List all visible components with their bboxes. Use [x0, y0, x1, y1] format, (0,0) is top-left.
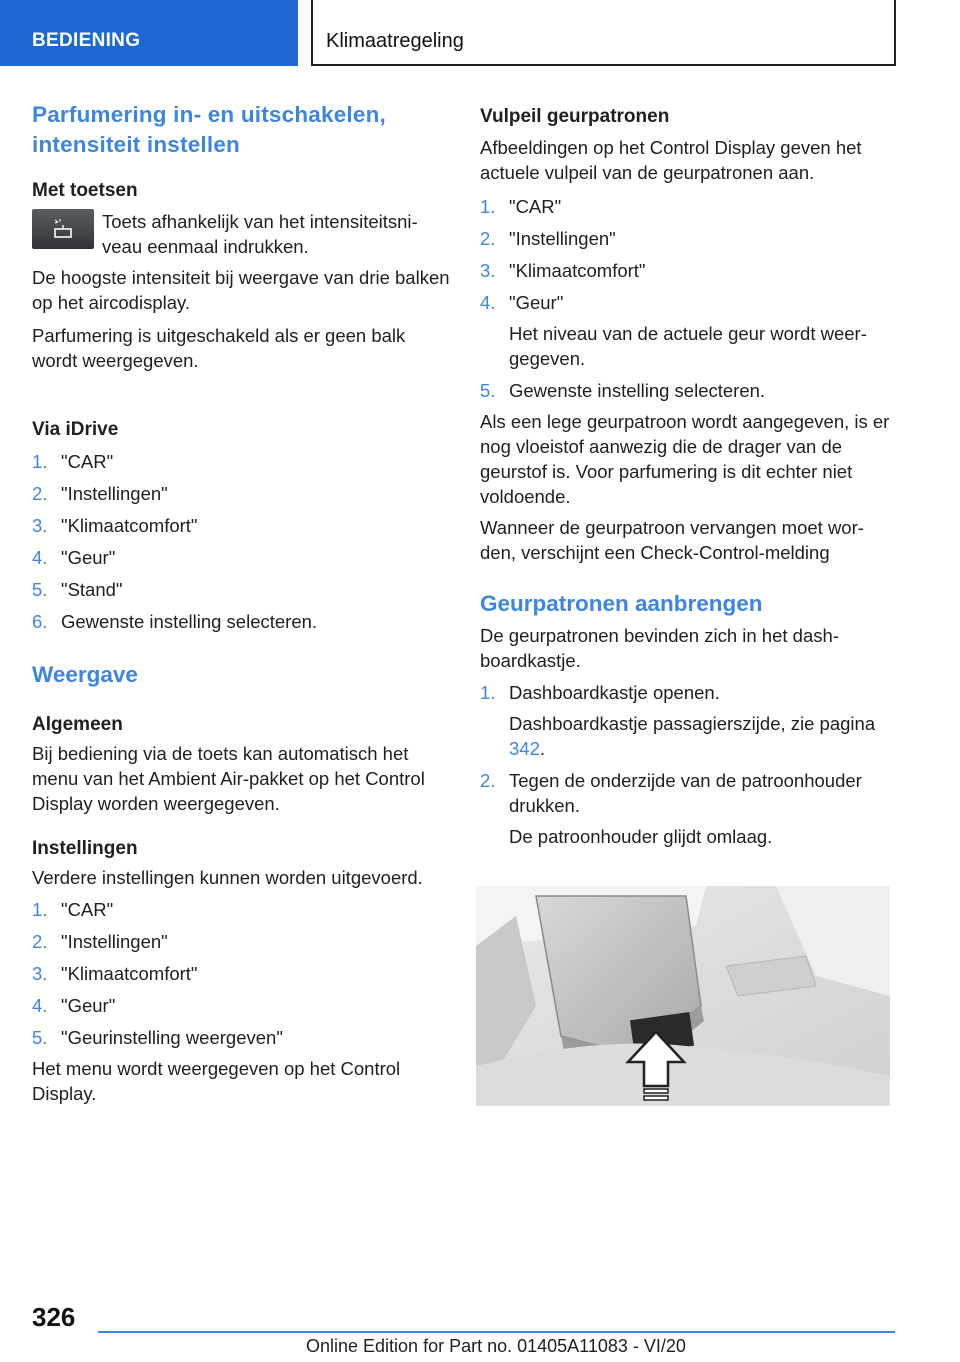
list-item: 1. "CAR" [32, 899, 114, 920]
aanbrengen-steps-list [480, 680, 890, 849]
paragraph-lege-geurpatroon: Als een lege geurpatroon wordt aangegeven, is er nog vloeistof aanwezig die de drager van de geurstof is. Voor parfumering is dit echter niet voldoende. [480, 411, 890, 507]
list-item: 2. "Instellingen" [480, 228, 616, 249]
heading-parfumering: Parfumering in- en uitschakelen, intensiteit instellen [32, 102, 386, 157]
paragraph-menu-weergegeven: Het menu wordt weergegeven op het Control Display. [32, 1058, 401, 1104]
vulpeil-steps-list [480, 194, 890, 403]
list-item: 2. Tegen de onderzijde van de patroonhouder drukken. De patroonhouder glijdt omlaag. [480, 770, 862, 847]
glovebox-cartridge-photo [476, 886, 890, 1106]
page-link-342[interactable]: 342 [509, 738, 540, 759]
header-chapter-label: Klimaatregeling [326, 30, 464, 52]
paragraph-vervangen: Wanneer de geurpatroon vervangen moet worden, verschijnt een Check-Control-melding [480, 517, 864, 563]
heading-vulpeil: Vulpeil geurpatronen [480, 106, 670, 127]
fragrance-icon [51, 218, 75, 240]
paragraph-aanbrengen: De geurpatronen bevinden zich in het dashboardkastje. [480, 625, 839, 671]
list-item: 5. "Geurinstelling weergeven" [32, 1027, 283, 1048]
heading-algemeen: Algemeen [32, 714, 123, 735]
heading-via-idrive: Via iDrive [32, 419, 119, 440]
paragraph-vulpeil: Afbeeldingen op het Control Display geven het actuele vulpeil van de geurpatronen aan. [480, 137, 862, 183]
list-item: 5. Gewenste instelling selecteren. [480, 380, 766, 401]
instellingen-steps-list [32, 897, 450, 1050]
idrive-steps-list [32, 449, 450, 634]
paragraph-uitgeschakeld: Parfumering is uitgeschakeld als er geen balk wordt weergegeven. [32, 325, 406, 371]
list-item: 2. "Instellingen" [32, 483, 168, 504]
list-item: 2. "Instellingen" [32, 931, 168, 952]
key-instruction [32, 209, 450, 259]
heading-instellingen: Instellingen [32, 838, 138, 859]
right-column [480, 104, 890, 849]
footer-edition: Online Edition for Part no. 01405A11083 - VI/20 [306, 1336, 686, 1356]
list-item: 3. "Klimaatcomfort" [32, 515, 198, 536]
left-column [32, 100, 450, 1106]
list-item: 4. "Geur" [32, 547, 116, 568]
list-item: 4. "Geur" [32, 995, 116, 1016]
header-section-tab [0, 0, 298, 66]
list-item: 1. "CAR" [480, 196, 562, 217]
list-item: 1. Dashboardkastje openen. Dashboardkastje passagierszijde, zie pagina 342. [480, 682, 876, 759]
heading-weergave: Weergave [32, 662, 138, 687]
list-item: 6. Gewenste instelling selecteren. [32, 611, 318, 632]
header-chapter-box [311, 0, 896, 66]
fragrance-key-button-image [32, 209, 94, 249]
key-instruction-text: Toets afhankelijk van het intensiteitsniveau eenmaal indrukken. [102, 211, 418, 257]
list-item: 3. "Klimaatcomfort" [480, 260, 646, 281]
header-section-label: BEDIENING [32, 30, 141, 51]
paragraph-instellingen: Verdere instellingen kunnen worden uitgevoerd. [32, 867, 423, 888]
heading-aanbrengen: Geurpatronen aanbrengen [480, 591, 763, 616]
page-number: 326 [32, 1302, 76, 1332]
list-item: 1. "CAR" [32, 451, 114, 472]
list-item: 5. "Stand" [32, 579, 123, 600]
paragraph-algemeen: Bij bediening via de toets kan automatisch het menu van het Ambient Air-pakket op het Control Display worden weergegeven. [32, 743, 425, 814]
heading-met-toetsen: Met toetsen [32, 180, 138, 201]
list-item: 3. "Klimaatcomfort" [32, 963, 198, 984]
paragraph-hoogste-intensiteit: De hoogste intensiteit bij weergave van drie balken op het aircodisplay. [32, 267, 450, 313]
footer-rule [98, 1331, 895, 1333]
list-item: 4. "Geur" Het niveau van de actuele geur wordt weergegeven. [480, 292, 867, 369]
